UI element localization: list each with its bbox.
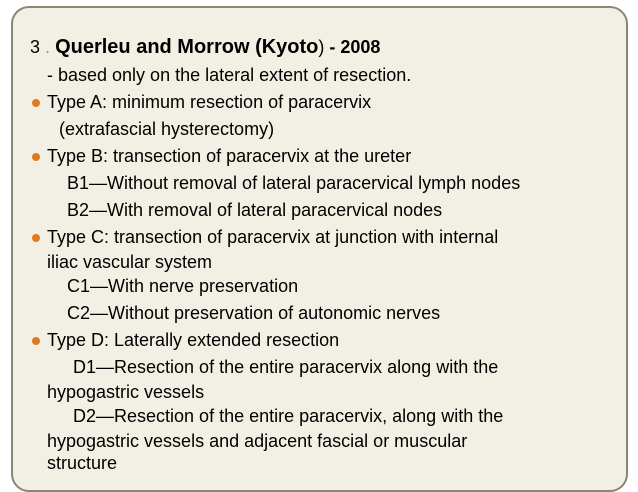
heading-year: - 2008: [324, 37, 381, 57]
sub-item-c1: C1—With nerve preservation: [67, 276, 299, 296]
slide: [11, 6, 628, 492]
type-a-detail: (extrafascial hysterectomy): [59, 119, 275, 139]
bullet-icon: [32, 153, 40, 161]
heading-number: 3: [30, 37, 41, 57]
bullet-type-b: [30, 143, 614, 170]
bullet-type-a: [30, 89, 614, 116]
slide-content: [30, 32, 614, 474]
slide-heading: [30, 32, 614, 62]
sub-item-d2-continued-2: structure: [47, 453, 118, 473]
intro-line: - based only on the lateral extent of resection.: [47, 65, 412, 85]
bullet-icon: [32, 337, 40, 345]
sub-item-d2-continued: hypogastric vessels and adjacent fascial or muscular: [47, 431, 468, 451]
heading-separator: .: [45, 37, 51, 57]
bullet-text: Type A: minimum resection of paracervix: [47, 92, 372, 112]
sub-item-b2: B2—With removal of lateral paracervical nodes: [67, 200, 443, 220]
bullet-text: Type B: transection of paracervix at the ureter: [47, 146, 412, 166]
sub-item-d1: D1—Resection of the entire paracervix along with the: [73, 357, 499, 377]
sub-item-d1-continued: hypogastric vessels: [47, 382, 205, 402]
bullet-type-c: [30, 224, 614, 251]
heading-close-paren: ): [318, 37, 325, 57]
sub-item-b1: B1—Without removal of lateral paracervical lymph nodes: [67, 173, 521, 193]
sub-item-c2: C2—Without preservation of autonomic nerves: [67, 303, 441, 323]
bullet-icon: [32, 99, 40, 107]
sub-item-d2: D2—Resection of the entire paracervix, along with the: [73, 406, 504, 426]
type-c-continued: iliac vascular system: [47, 252, 213, 272]
bullet-icon: [32, 234, 40, 242]
heading-title: Querleu and Morrow (Kyoto: [55, 36, 319, 58]
bullet-text: Type C: transection of paracervix at junction with internal: [47, 227, 499, 247]
bullet-type-d: [30, 327, 614, 354]
bullet-text: Type D: Laterally extended resection: [47, 330, 340, 350]
